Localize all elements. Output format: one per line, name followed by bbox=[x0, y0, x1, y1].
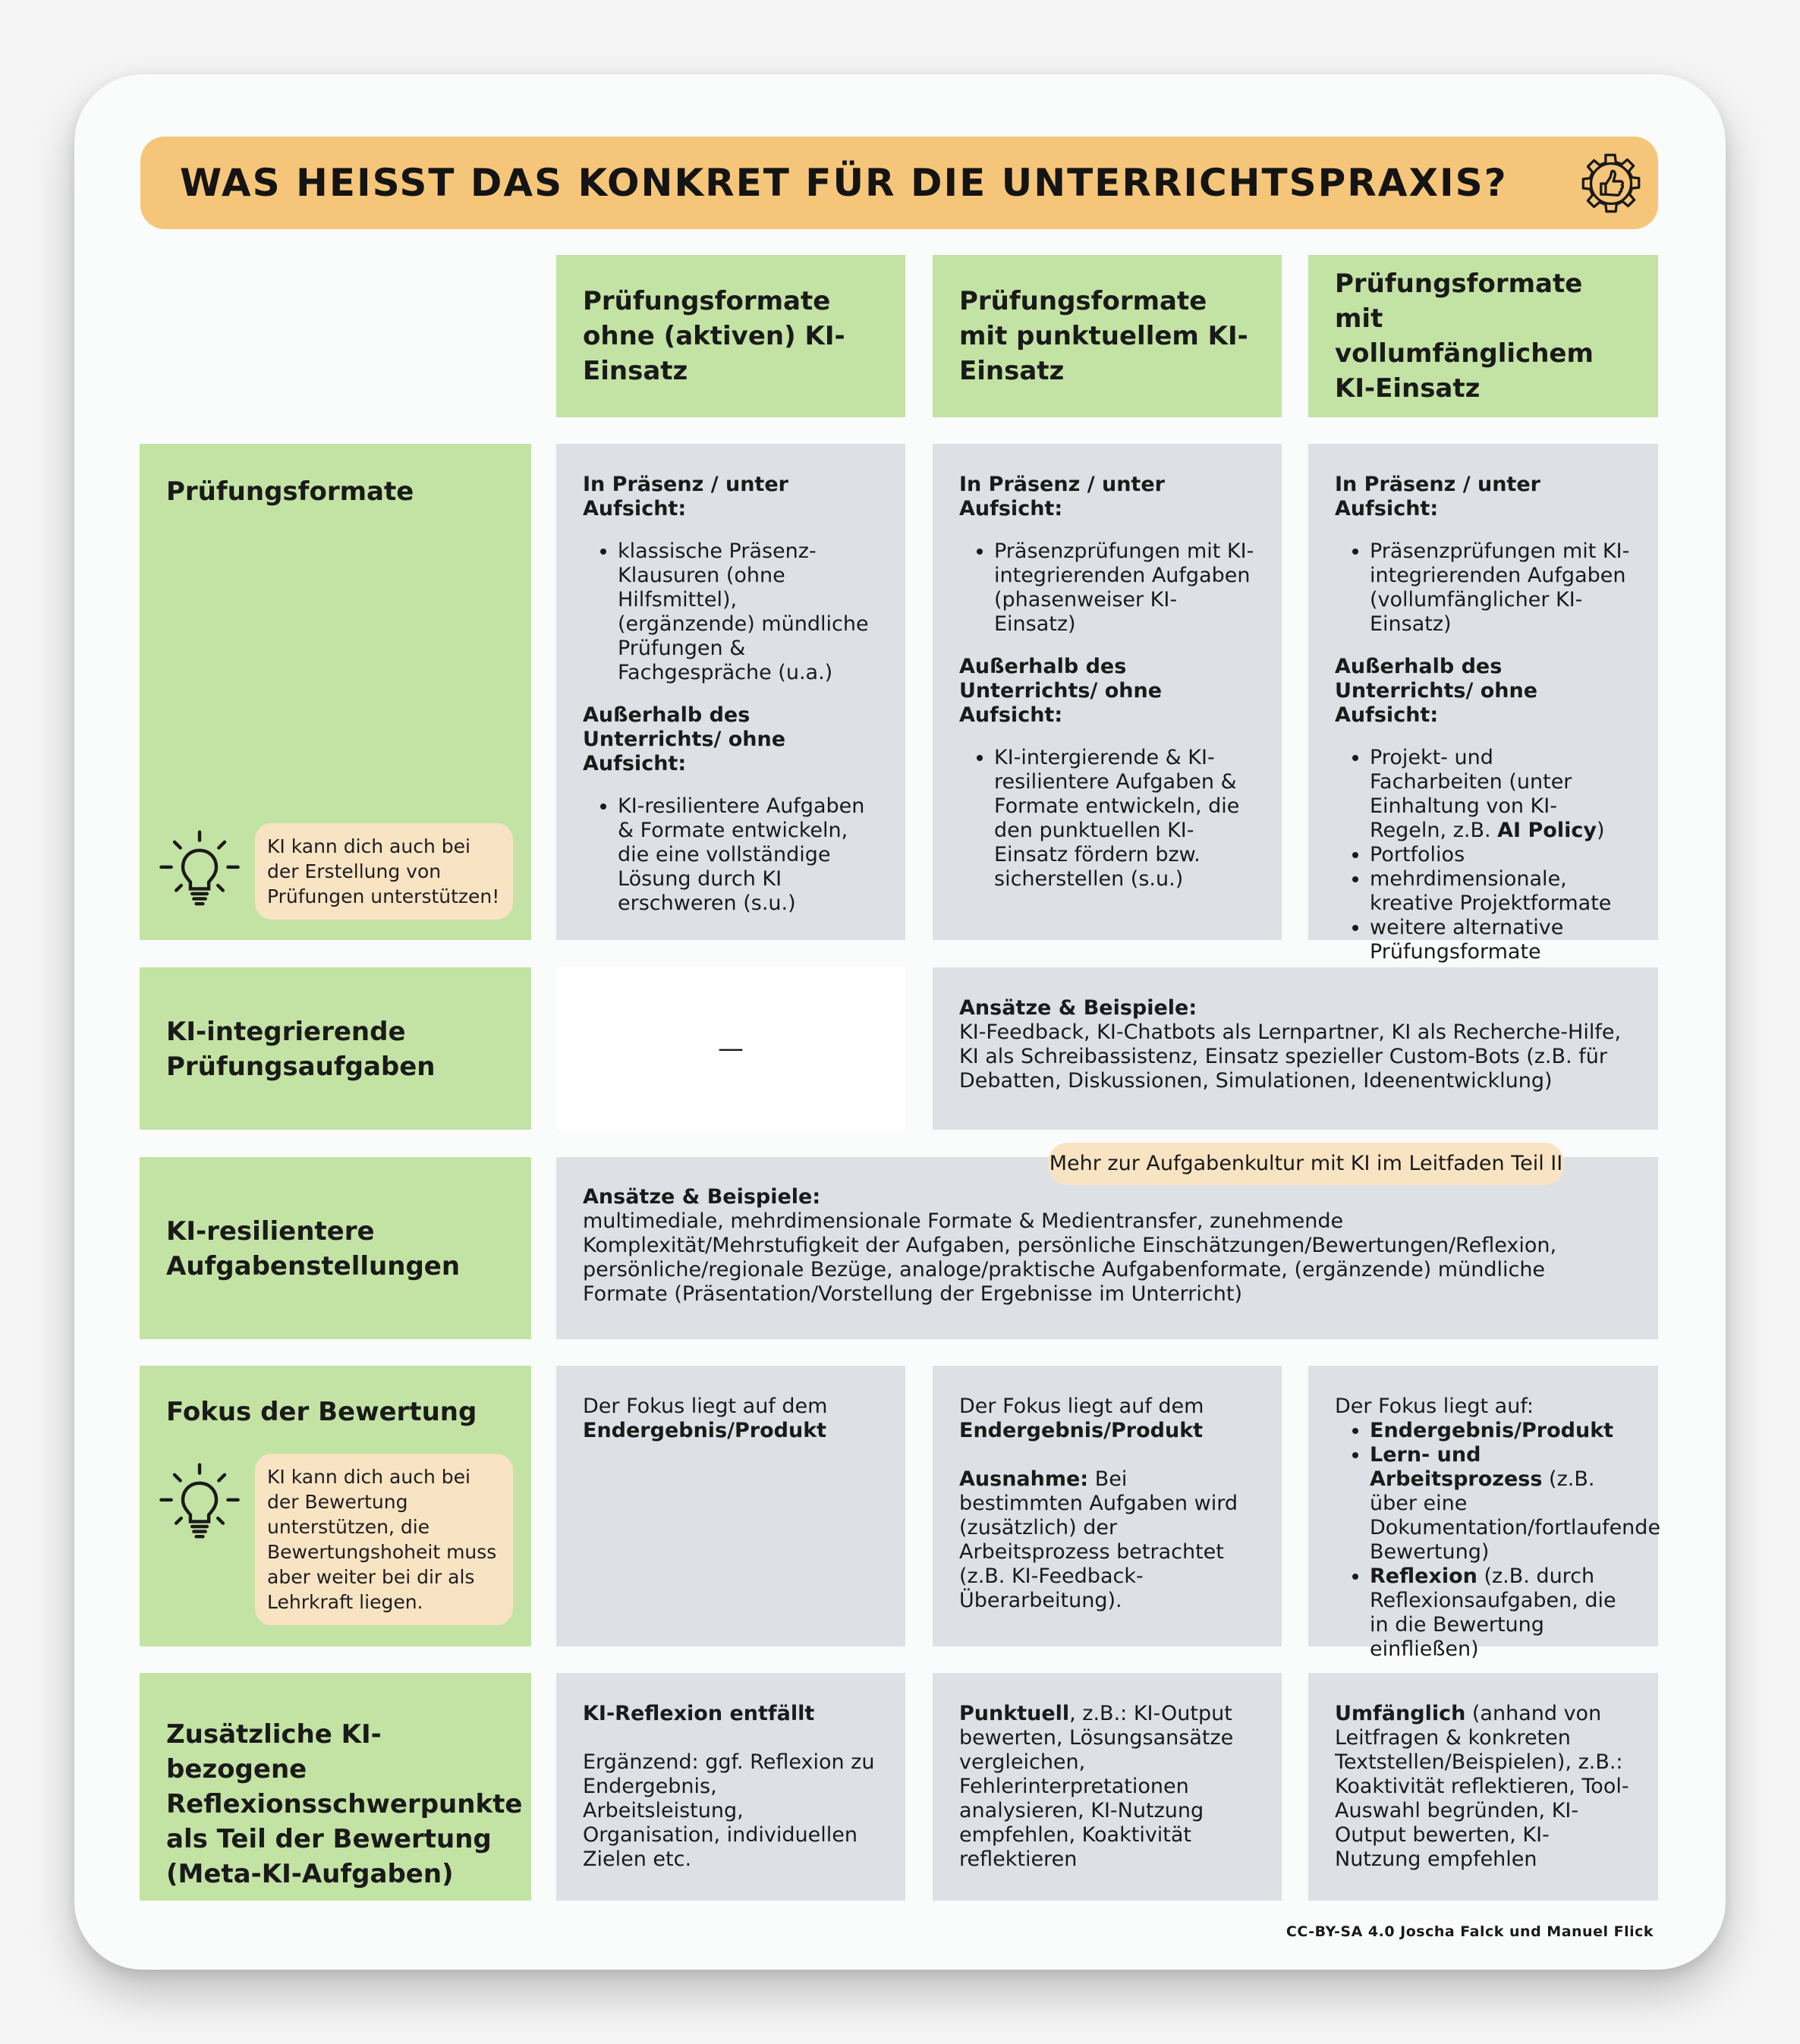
list-item-bold: AI Policy bbox=[1497, 819, 1597, 842]
subheading: Außerhalb des Unterrichts/ ohne Aufsicht: bbox=[1335, 655, 1538, 727]
list-item: • mehrdimensionale, kreative Projektformate bbox=[1370, 867, 1632, 916]
cell-integrierend-beispiele bbox=[933, 967, 1658, 1130]
row-label: Fokus der Bewertung bbox=[166, 1397, 477, 1427]
exception-text bbox=[959, 1467, 1255, 1613]
exception-body: Bei bestimmten Aufgaben wird (zusätzlich) der Arbeitsprozess betrachtet (z.B. KI-Feedback-Überarbeitung). bbox=[959, 1467, 1238, 1612]
row-label: KI-resilientere Aufgabenstellungen bbox=[166, 1216, 461, 1281]
list-item: • Präsenzprüfungen mit KI-integrierenden Aufgaben (phasenweiser KI-Einsatz) bbox=[994, 539, 1255, 637]
cell-pruefungsformate-ohne-ki bbox=[556, 444, 905, 940]
row-header-ki-integrierend bbox=[140, 967, 531, 1130]
subheading: Ansätze & Beispiele: bbox=[959, 996, 1197, 1020]
list-item: • klassische Präsenz-Klausuren (ohne Hilfsmittel), (ergänzende) mündliche Prüfungen & Fachgespräche (u.a.) bbox=[618, 539, 879, 685]
lightbulb-icon bbox=[158, 827, 241, 910]
examples-text: KI-Feedback, KI-Chatbots als Lernpartner, KI als Recherche-Hilfe, KI als Schreibassistenz, Einsatz spezieller Custom-Bots (z.B. für Debatten, Diskussionen, Simulationen, Ideenentwicklung) bbox=[959, 1020, 1622, 1093]
focus-bold: Endergebnis/Produkt bbox=[959, 1419, 1204, 1442]
list-item-text: Projekt- und Facharbeiten (unter Einhaltung von KI-Regeln, z.B. bbox=[1370, 746, 1572, 842]
column-header-punktuell: Prüfungsformate mit punktuellem KI-Einsatz bbox=[933, 255, 1282, 417]
list-item: • Endergebnis/Produkt bbox=[1370, 1419, 1632, 1443]
cell-bewertung-punktuell bbox=[933, 1366, 1282, 1646]
meta-body: , z.B.: KI-Output bewerten, Lösungsansätze vergleichen, Fehlerinterpretationen analysieren, KI-Nutzung empfehlen, Koaktivität reflektieren bbox=[959, 1702, 1234, 1871]
cell-pruefungsformate-vollumfaenglich bbox=[1308, 444, 1658, 964]
list-item-text: ) bbox=[1596, 819, 1605, 842]
subheading: Außerhalb des Unterrichts/ ohne Aufsicht: bbox=[583, 703, 786, 775]
tip-bewertung: KI kann dich auch bei der Bewertung unterstützen, die Bewertungshoheit muss aber weiter bei dir als Lehrkraft liegen. bbox=[255, 1454, 513, 1625]
list-item: • KI-intergierende & KI-resilientere Aufgaben & Formate entwickeln, die den punktuellen KI-Einsatz fördern bzw. sicherstellen (s.u.) bbox=[994, 746, 1255, 891]
cell-meta-vollumfaenglich bbox=[1308, 1673, 1658, 1901]
subheading: Außerhalb des Unterrichts/ ohne Aufsicht: bbox=[959, 655, 1163, 727]
cell-bewertung-ohne-ki bbox=[556, 1366, 905, 1646]
row-header-fokus-bewertung bbox=[140, 1366, 531, 1646]
list-item: • Präsenzprüfungen mit KI-integrierenden Aufgaben (vollumfänglicher KI-Einsatz) bbox=[1370, 539, 1632, 637]
cell-meta-punktuell bbox=[933, 1673, 1282, 1901]
meta-body: (anhand von Leitfragen & konkreten Textstellen/Beispielen), z.B.: Koaktivität reflektieren, Tool-Auswahl begründen, KI-Output bewerten, KI-Nutzung empfehlen bbox=[1335, 1702, 1629, 1871]
tip-pruefungen: KI kann dich auch bei der Erstellung von Prüfungen unterstützen! bbox=[255, 823, 513, 920]
list-item: • KI-resilientere Aufgaben & Formate entwickeln, die eine vollständige Lösung durch KI erschweren (s.u.) bbox=[618, 794, 879, 916]
cell-integrierend-ohne-ki: — bbox=[556, 967, 905, 1130]
meta-bold: KI-Reflexion entfällt bbox=[583, 1702, 815, 1725]
row-label: KI-integrierende Prüfungsaufgaben bbox=[166, 1017, 436, 1082]
list-item-bold: Lern- und Arbeitsprozess bbox=[1370, 1443, 1543, 1491]
gear-thumbs-up-icon bbox=[1572, 145, 1649, 222]
license-footer: CC-BY-SA 4.0 Joscha Falck und Manuel Flick bbox=[1285, 1923, 1654, 1940]
page-title: WAS HEISST DAS KONKRET FÜR DIE UNTERRICHTSPRAXIS? bbox=[180, 161, 1508, 205]
focus-bold: Endergebnis/Produkt bbox=[583, 1419, 827, 1442]
meta-bold: Punktuell bbox=[959, 1702, 1070, 1725]
subheading: Ansätze & Beispiele: bbox=[583, 1185, 821, 1209]
exception-label: Ausnahme: bbox=[959, 1467, 1089, 1491]
cell-meta-ohne-ki bbox=[556, 1673, 905, 1901]
row-header-pruefungsformate bbox=[140, 444, 531, 940]
subheading: In Präsenz / unter Aufsicht: bbox=[959, 473, 1165, 520]
list-item: • Portfolios bbox=[1370, 843, 1632, 867]
meta-text: Ergänzend: ggf. Reflexion zu Endergebnis, Arbeitsleistung, Organisation, individuellen Zielen etc. bbox=[583, 1750, 875, 1871]
column-header-ohne-ki: Prüfungsformate ohne (aktiven) KI-Einsatz bbox=[556, 255, 905, 417]
focus-text: Der Fokus liegt auf: bbox=[1335, 1395, 1534, 1418]
leitfaden-link[interactable]: Mehr zur Aufgabenkultur mit KI im Leitfaden Teil II bbox=[1048, 1143, 1564, 1185]
meta-text bbox=[1335, 1702, 1632, 1872]
cell-pruefungsformate-punktuell bbox=[933, 444, 1282, 940]
lightbulb-icon bbox=[158, 1460, 241, 1543]
focus-text: Der Fokus liegt auf dem bbox=[583, 1395, 828, 1418]
meta-text bbox=[959, 1702, 1255, 1872]
row-header-ki-resilient bbox=[140, 1157, 531, 1339]
meta-bold: Umfänglich bbox=[1335, 1702, 1466, 1725]
list-item: • weitere alternative Prüfungsformate bbox=[1370, 916, 1632, 964]
list-item bbox=[1370, 1443, 1661, 1564]
column-header-vollumfaenglich: Prüfungsformate mit vollumfänglichem KI-Einsatz bbox=[1308, 255, 1658, 417]
cell-bewertung-vollumfaenglich bbox=[1308, 1366, 1661, 1661]
row-label: Zusätzliche KI-bezogene Reflexionsschwerpunkte als Teil der Bewertung (Meta-KI-Aufgaben) bbox=[166, 1719, 523, 1889]
row-label: Prüfungsformate bbox=[166, 476, 414, 507]
row-header-meta-ki bbox=[140, 1673, 531, 1901]
subheading: In Präsenz / unter Aufsicht: bbox=[1335, 473, 1540, 520]
list-item bbox=[1370, 746, 1632, 843]
list-item-text: (z.B. über eine Dokumentation/fortlaufende Bewertung) bbox=[1370, 1467, 1661, 1564]
page-header bbox=[140, 137, 1658, 229]
list-item-text: (z.B. durch Reflexionsaufgaben, die in die Bewertung einfließen) bbox=[1370, 1564, 1616, 1661]
list-item bbox=[1370, 1564, 1632, 1662]
list-item-bold: Reflexion bbox=[1370, 1564, 1477, 1588]
focus-text: Der Fokus liegt auf dem bbox=[959, 1395, 1204, 1418]
subheading: In Präsenz / unter Aufsicht: bbox=[583, 473, 788, 520]
examples-text: multimediale, mehrdimensionale Formate & Medientransfer, zunehmende Komplexität/Mehrstufigkeit der Aufgaben, persönliche Einschätzungen/Bewertungen/Reflexion, persönliche/regionale Bezüge, analoge/praktische Aufgabenformate, (ergänzende) mündliche Formate (Präsentation/Vorstellung der Ergebnisse im Unterricht) bbox=[583, 1209, 1557, 1306]
